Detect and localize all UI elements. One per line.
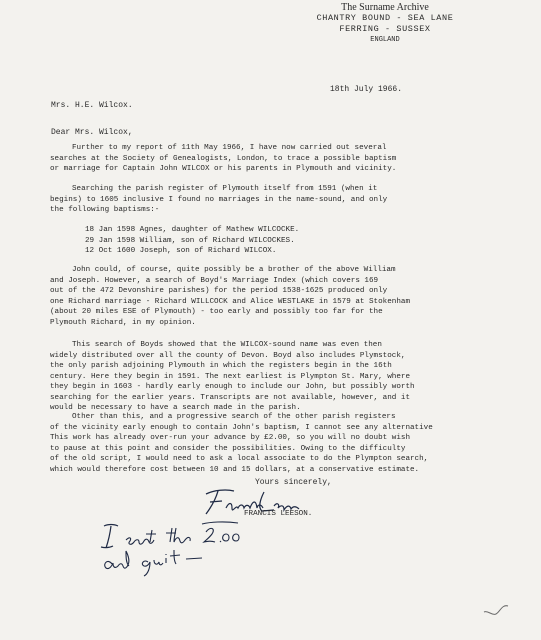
letterhead-address-line1: CHANTRY BOUND - SEA LANE	[316, 13, 454, 23]
text-line: (about 20 miles ESE of Plymouth) - too early and possibly too far for the	[50, 308, 383, 316]
text-line: one Richard marriage - Richard WILLCOCK and Alice WESTLAKE in 1579 at Stokenham	[50, 297, 411, 306]
text-line: of the old script, I would need to ask a local associate to do the Plympton search,	[50, 455, 429, 463]
text-line: out of the 472 Devonshire parishes) for the period 1538-1625 produced only	[50, 287, 388, 295]
letter-date: 18th July 1966.	[330, 85, 403, 94]
text-line: widely distributed over all the county of Devon. Boyd also includes Plymstock,	[50, 351, 406, 360]
letterhead	[300, 2, 470, 46]
text-line: searching for the earlier years. Transcripts are not available, however, and it	[50, 393, 411, 402]
paragraph-devon-distribution	[50, 340, 510, 414]
text-line: the following baptisms:-	[50, 206, 160, 214]
text-line: searches at the Society of Genealogists, London, to trace a possible baptism	[50, 154, 397, 163]
baptism-entry: 12 Oct 1600 Joseph, son of Richard WILCOX.	[85, 247, 277, 255]
text-line: or marriage for Captain John WILCOX or his parents in Plymouth and vicinity.	[50, 165, 397, 173]
text-line: the only parish adjoining Plymouth in which the registers begin in the 16th	[50, 362, 392, 370]
paragraph-alternatives	[50, 412, 510, 475]
signer-name: FRANCIS LEESON.	[244, 510, 313, 518]
text-line: they begin in 1603 - hardly early enough to include our John, but possibly worth	[50, 383, 415, 391]
text-line: Other than this, and a progressive search of the other parish registers	[72, 413, 396, 421]
baptism-entry: 18 Jan 1598 Agnes, daughter of Mathew WILCOCKE.	[85, 226, 300, 234]
letterhead-country: ENGLAND	[370, 36, 400, 44]
text-line: which would therefore cost between 10 and 15 dollars, at a conservative estimate.	[50, 465, 420, 474]
pencil-mark	[480, 596, 520, 626]
text-line: Searching the parish register of Plymouth itself from 1591 (when it	[72, 185, 378, 193]
closing: Yours sincerely,	[255, 478, 332, 487]
text-line: century. Here they begin in 1591. The next earliest is Plympton St. Mary, where	[50, 372, 411, 381]
addressee: Mrs. H.E. Wilcox.	[51, 101, 133, 110]
letterhead-title: The Surname Archive	[341, 2, 429, 13]
salutation: Dear Mrs. Wilcox,	[51, 128, 133, 137]
baptism-entry: 29 Jan 1598 William, son of Richard WILCOCKES.	[85, 236, 295, 245]
text-line: would be necessary to have a search made in the parish.	[50, 404, 301, 412]
letterhead-address-line2: FERRING - SUSSEX	[339, 24, 431, 34]
paragraph-parish-search	[50, 184, 510, 216]
text-line: of the vicinity early enough to contain John's baptism, I cannot see any alternative	[50, 423, 433, 432]
paragraph-report	[50, 143, 510, 175]
text-line: This search of Boyds showed that the WILCOX-sound name was even then	[72, 341, 382, 349]
text-line: and Joseph. However, a search of Boyd's Marriage Index (which covers 169	[50, 276, 379, 285]
text-line: to pause at this point and consider the possibilities. Owing to the difficulty	[50, 444, 406, 453]
text-line: begins) to 1605 inclusive I found no marriages in the name-sound, and only	[50, 195, 388, 204]
text-line: Further to my report of 11th May 1966, I have now carried out several	[72, 144, 387, 152]
text-line: Plymouth Richard, in my opinion.	[50, 318, 196, 327]
text-line: John could, of course, quite possibly be a brother of the above William	[72, 266, 396, 274]
handwritten-note	[98, 520, 298, 580]
text-line: This work has already over-run your advance by £2.00, so you will no doubt wish	[50, 434, 411, 442]
paragraph-boyds-index	[50, 265, 510, 328]
baptism-list	[85, 225, 299, 257]
